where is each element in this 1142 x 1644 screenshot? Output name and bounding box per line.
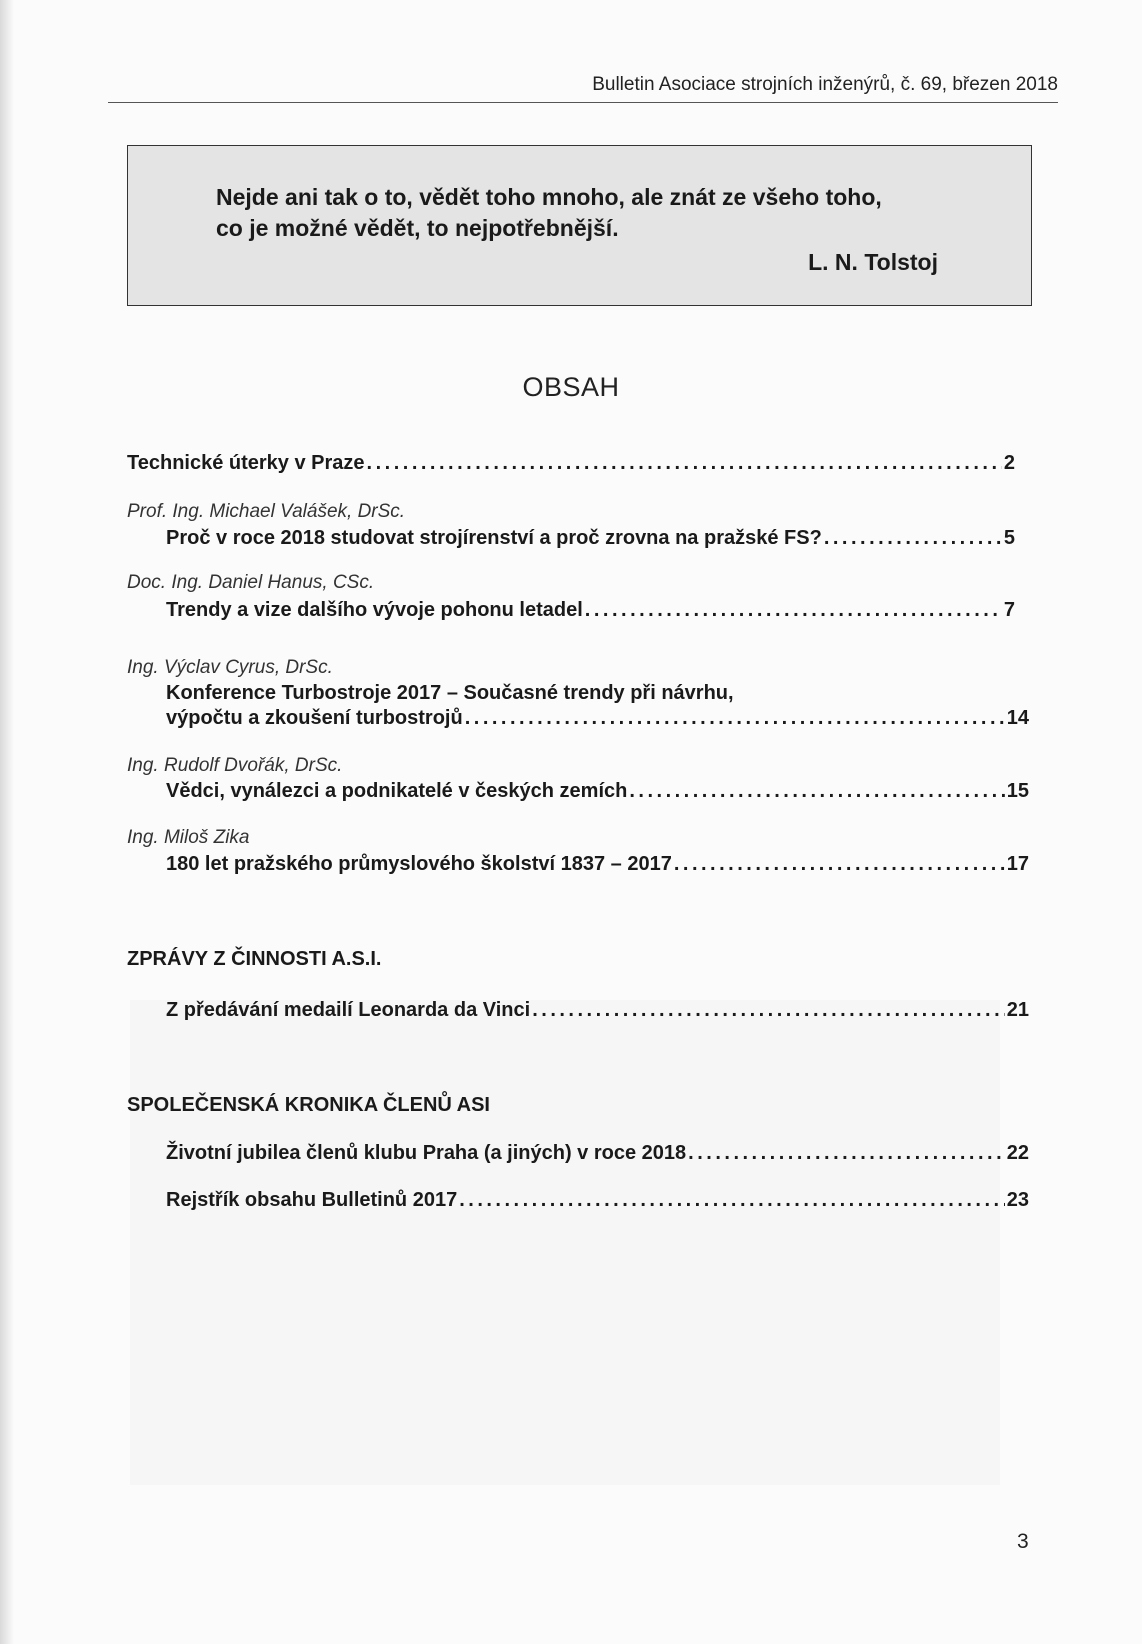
toc-entry-rejstrik[interactable]	[166, 1189, 1029, 1212]
toc-entry-author: Ing. Miloš Zika	[127, 827, 250, 848]
toc-entry-title: Technické úterky v Praze	[127, 452, 365, 474]
show-through-background	[130, 1000, 1000, 1485]
toc-entry-technicke-uterky[interactable]	[127, 452, 1015, 475]
toc-entry-page: 5	[1003, 527, 1015, 549]
section-heading-kronika: SPOLEČENSKÁ KRONIKA ČLENŮ ASI	[127, 1094, 490, 1116]
leader-dots	[674, 853, 1005, 876]
leader-dots	[367, 452, 1002, 475]
toc-entry-title: Proč v roce 2018 studovat strojírenství a proč zrovna na pražské FS?	[166, 527, 822, 549]
toc-entry-page: 22	[1006, 1142, 1029, 1164]
toc-entry-page: 7	[1003, 599, 1015, 621]
section-heading-zpravy: ZPRÁVY Z ČINNOSTI A.S.I.	[127, 948, 382, 970]
toc-entry-title: Z předávání medailí Leonarda da Vinci	[166, 999, 531, 1021]
toc-entry-page: 2	[1003, 452, 1015, 474]
toc-entry-proc-studovat[interactable]	[166, 527, 1015, 550]
quote-author: L. N. Tolstoj	[808, 249, 938, 275]
toc-entry-turbostroje[interactable]	[166, 707, 1029, 730]
toc-entry-author: Ing. Rudolf Dvořák, DrSc.	[127, 755, 343, 776]
toc-entry-page: 23	[1006, 1189, 1029, 1211]
leader-dots	[688, 1142, 1005, 1165]
quote-text	[216, 182, 936, 244]
leader-dots	[465, 707, 1005, 730]
leader-dots	[585, 599, 1002, 622]
toc-entry-title: Trendy a vize dalšího vývoje pohonu letadel	[166, 599, 583, 621]
toc-entry-title: 180 let pražského průmyslového školství 1837 – 2017	[166, 853, 672, 875]
toc-title: OBSAH	[522, 372, 620, 402]
toc-entry-title: Rejstřík obsahu Bulletinů 2017	[166, 1189, 458, 1211]
quote-box	[127, 145, 1032, 306]
page-edge-shadow	[0, 0, 14, 1644]
page-number: 3	[1017, 1530, 1029, 1553]
leader-dots	[824, 527, 1002, 550]
toc-entry-page: 17	[1006, 853, 1029, 875]
toc-entry-author: Doc. Ing. Daniel Hanus, CSc.	[127, 572, 375, 593]
toc-entry-title: Životní jubilea členů klubu Praha (a jiných) v roce 2018	[166, 1142, 687, 1164]
toc-entry-author: Prof. Ing. Michael Valášek, DrSc.	[127, 501, 406, 522]
toc-entry-vedci-vynalezci[interactable]	[166, 780, 1029, 803]
leader-dots	[459, 1189, 1005, 1212]
toc-entry-page: 15	[1006, 780, 1029, 802]
leader-dots	[629, 780, 1004, 803]
toc-entry-page: 14	[1006, 707, 1029, 729]
toc-entry-title: Vědci, vynálezci a podnikatelé v českých zemích	[166, 780, 628, 802]
toc-entry-medaile[interactable]	[166, 999, 1029, 1022]
toc-entry-title: výpočtu a zkoušení turbostrojů	[166, 707, 463, 729]
toc-entry-author: Ing. Výclav Cyrus, DrSc.	[127, 657, 333, 678]
toc-entry-title-line-1: Konference Turbostroje 2017 – Současné trendy při návrhu,	[166, 682, 734, 704]
toc-entry-trendy-letadel[interactable]	[166, 599, 1015, 622]
quote-line-1: Nejde ani tak o to, vědět toho mnoho, ale znát ze všeho toho,	[216, 184, 882, 210]
running-header: Bulletin Asociace strojních inženýrů, č. 69, březen 2018	[108, 74, 1058, 103]
toc-entry-jubilea[interactable]	[166, 1142, 1029, 1165]
toc-entry-180-let[interactable]	[166, 853, 1029, 876]
quote-line-2: co je možné vědět, to nejpotřebnější.	[216, 215, 619, 241]
toc-entry-page: 21	[1006, 999, 1029, 1021]
leader-dots	[532, 999, 1005, 1022]
